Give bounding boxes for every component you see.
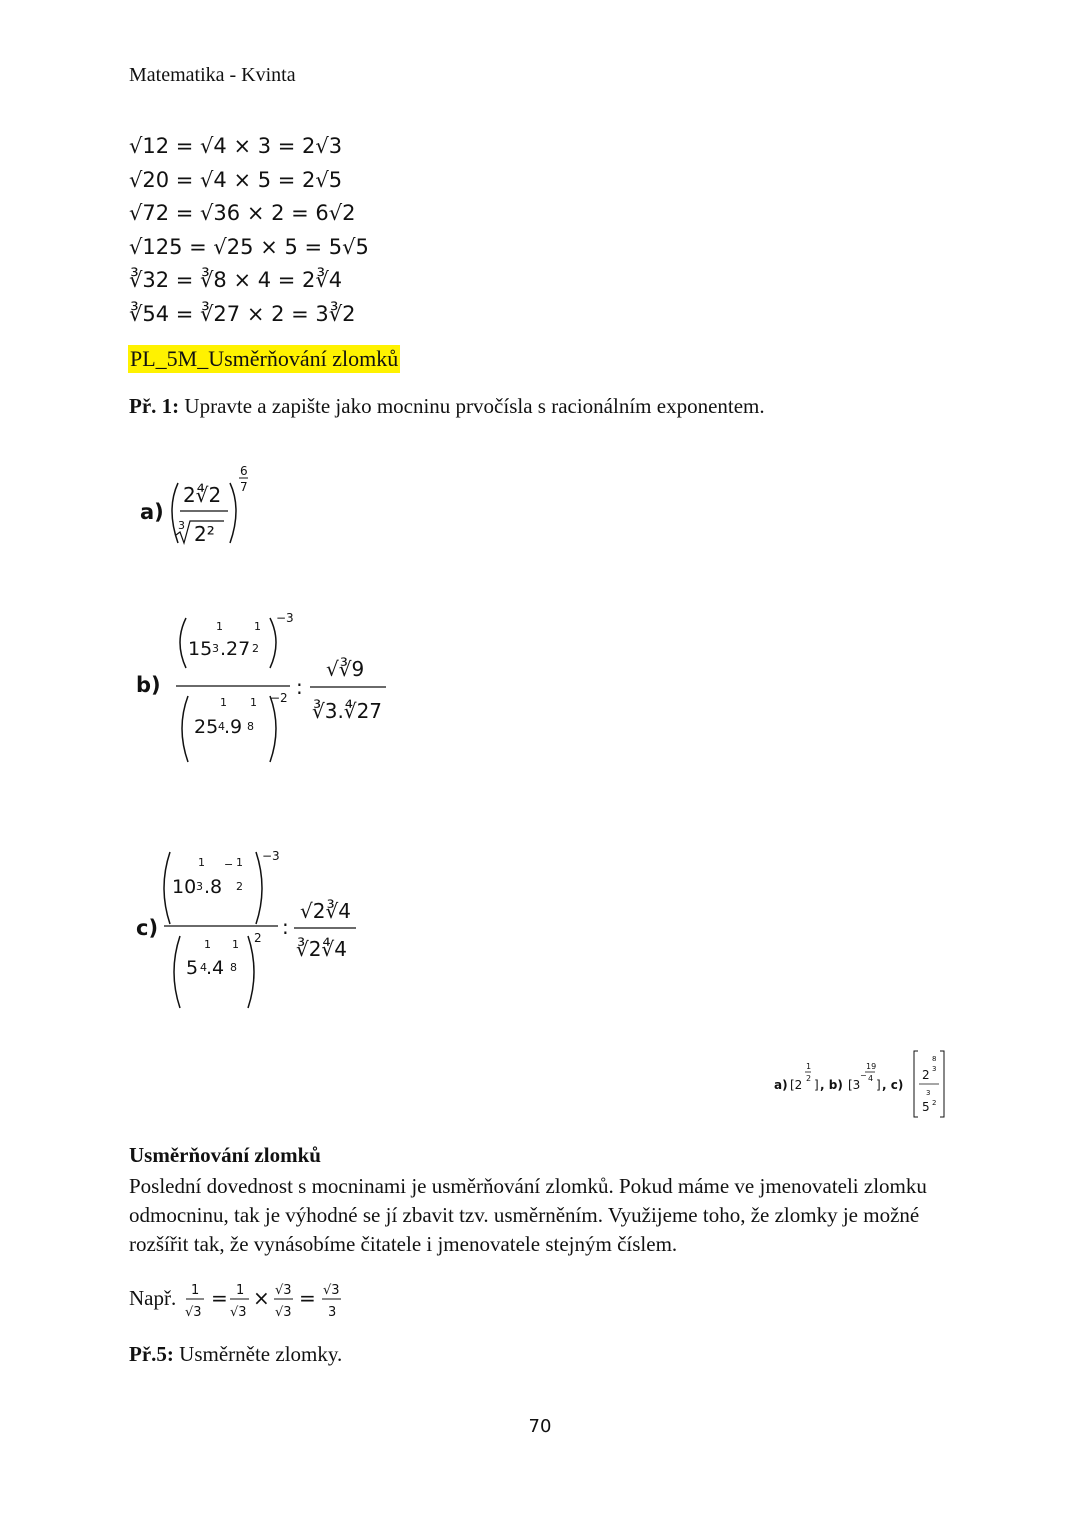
example-sqrt3: √3 <box>230 1305 247 1320</box>
example-eq: = <box>299 1286 316 1310</box>
answer-b-minus: − <box>860 1071 867 1080</box>
root-line: √12 = √4 × 3 = 2√3 <box>129 134 343 158</box>
a-exp-num: 6 <box>240 464 248 478</box>
c-bot-exp: 4 <box>200 961 207 974</box>
exercise-1-label: Př. 1: <box>129 394 180 418</box>
c-root-numerator: √2∛4 <box>300 899 351 923</box>
b-root-numerator: √∛9 <box>326 657 365 681</box>
b-one: 1 <box>216 620 223 633</box>
highlighted-heading: PL_5M_Usměrňování zlomků <box>130 346 399 371</box>
exercise-1 <box>129 394 765 419</box>
c-bot-power: 2 <box>254 931 262 945</box>
c-bot-mid-exp: 8 <box>230 961 237 974</box>
exercise-5 <box>129 1342 342 1367</box>
c-bot-mid: .4 <box>206 957 225 979</box>
page-header: Matematika - Kvinta <box>129 64 296 86</box>
answer-a-value: [2 <box>790 1078 803 1092</box>
example-sqrt3: √3 <box>275 1283 292 1298</box>
expression-c <box>120 840 380 1015</box>
b-top-power: −3 <box>276 611 294 625</box>
example-one: 1 <box>191 1283 200 1298</box>
answer-a-label: a) <box>774 1078 788 1092</box>
example-sqrt3: √3 <box>323 1283 340 1298</box>
answer-c-den-exp-n: 3 <box>926 1089 931 1097</box>
b-one: 1 <box>254 620 261 633</box>
page-number: 70 <box>528 1416 552 1437</box>
c-one: 1 <box>204 938 211 951</box>
root-line: √20 = √4 × 5 = 2√5 <box>129 167 343 192</box>
b-one: 1 <box>220 696 227 709</box>
c-top-mid: .8 <box>204 876 223 898</box>
example-label: Např. <box>129 1286 177 1310</box>
c-minus: − <box>224 858 234 871</box>
a-denominator: 2² <box>194 522 215 546</box>
exercise-5-text: Usměrněte zlomky. <box>173 1342 343 1366</box>
answer-b-exp-den: 4 <box>868 1074 874 1083</box>
c-top-base: 10 <box>172 876 197 898</box>
expression-b <box>120 600 400 770</box>
example-one: 1 <box>236 1283 245 1298</box>
example-sqrt3: √3 <box>275 1305 292 1320</box>
c-top-power: −3 <box>262 849 280 863</box>
answer-c-num-exp-n: 8 <box>932 1055 937 1063</box>
answer-c-num: 2 <box>922 1068 930 1082</box>
b-bot-mid-exp: 8 <box>247 720 254 733</box>
c-mid-exp: 2 <box>236 880 243 893</box>
c-bot-base: 5 <box>186 957 199 979</box>
root-line: √72 = √36 × 2 = 6√2 <box>129 201 356 225</box>
item-label-b: b) <box>136 673 161 697</box>
item-label-a: a) <box>140 500 164 524</box>
b-top-mid: .27 <box>220 638 251 660</box>
c-root-denominator: ∛2∜4 <box>296 937 347 961</box>
item-label-c: c) <box>136 916 159 940</box>
root-line: ∛32 = ∛8 × 4 = 2∛4 <box>129 268 343 292</box>
answer-a-exp-num: 1 <box>806 1062 812 1071</box>
b-bot-mid: .9 <box>224 716 243 738</box>
expression-a <box>120 455 280 560</box>
a-numerator: 2∜2 <box>183 483 222 507</box>
b-one: 1 <box>250 696 257 709</box>
c-top-exp: 3 <box>196 880 203 893</box>
c-one: 1 <box>232 938 239 951</box>
roots-list <box>129 130 369 331</box>
section-paragraph: Poslední dovednost s mocninami je usměrňování zlomků. Pokud máme ve jmenovateli zlomku odmocninu, tak je výhodné se jí zbavit tzv. usměrněním. Využijeme toho, že zlomky je možné rozšířit tak, že vynásobíme čitatele i jmenovatele stejným číslem. <box>129 1174 927 1256</box>
root-line: √125 = √25 × 5 = 5√5 <box>129 234 369 259</box>
c-one: 1 <box>236 856 243 869</box>
answer-b-exp-num: 19 <box>866 1062 877 1071</box>
b-bot-base: 25 <box>194 716 219 738</box>
exercise-1-text: Upravte a zapište jako mocninu prvočísla s racionálním exponentem. <box>179 394 765 418</box>
answer-c-num-exp-d: 3 <box>932 1065 937 1073</box>
b-root-denominator: ∛3.∜27 <box>312 699 383 723</box>
answer-b-label: , b) <box>820 1078 843 1092</box>
b-bot-exp: 4 <box>218 720 225 733</box>
b-top-exp: 3 <box>212 642 219 655</box>
answer-b-value: [3 <box>848 1078 861 1092</box>
b-bot-power: −2 <box>270 691 288 705</box>
answer-c-den: 5 <box>922 1100 930 1114</box>
exercise-5-label: Př.5: <box>129 1342 174 1366</box>
b-top-base: 15 <box>188 638 213 660</box>
answer-a-exp-den: 2 <box>806 1074 812 1083</box>
answer-a-close: ] <box>814 1078 819 1092</box>
answer-c-label: , c) <box>882 1078 904 1092</box>
answer-c-den-exp-d: 2 <box>932 1099 937 1107</box>
c-colon: : <box>282 915 289 939</box>
example-three: 3 <box>328 1305 337 1320</box>
answer-b-close: ] <box>876 1078 881 1092</box>
answers-key <box>770 1045 960 1125</box>
b-colon: : <box>296 675 303 699</box>
example-eq: = <box>211 1286 228 1310</box>
section-title: Usměrňování zlomků <box>129 1143 321 1167</box>
example-times: × <box>253 1286 270 1310</box>
b-mid-exp: 2 <box>252 642 259 655</box>
root-line: ∛54 = ∛27 × 2 = 3∛2 <box>129 301 356 326</box>
c-one: 1 <box>198 856 205 869</box>
a-root-index: 3 <box>178 519 185 532</box>
example-sqrt3: √3 <box>185 1305 202 1320</box>
a-exp-den: 7 <box>240 480 248 494</box>
